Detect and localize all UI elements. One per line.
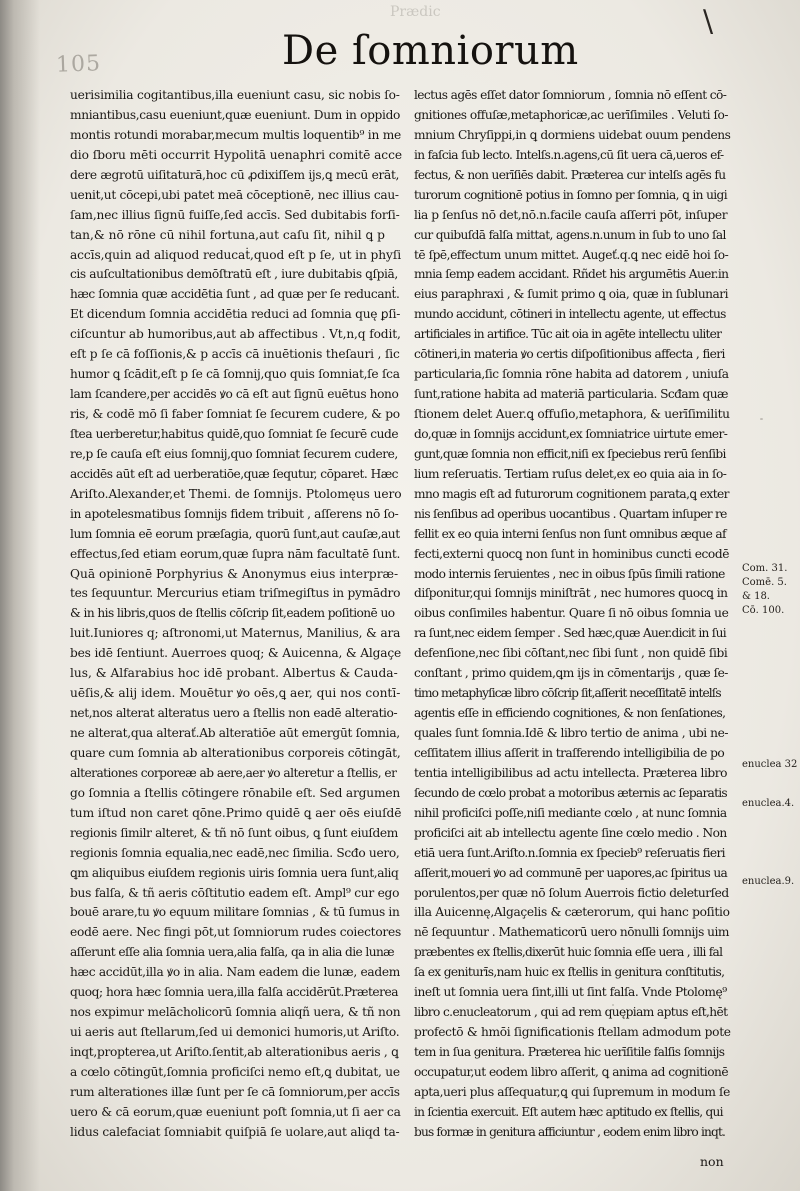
text-line: go ſomnia a ſtellis cōtingere rōnabile eſt. Sed argumen <box>70 785 401 800</box>
text-line: net,nos alterat alteratus uero a ſtellis non eadē alteratio- <box>70 706 398 721</box>
text-line: bouē arare,tu ꝟo equum militare ſomnias , & tū ſumus in <box>70 905 400 920</box>
paper-speck <box>612 1004 614 1006</box>
text-line: gnitiones offuſæ,metaphoricæ,ac uerīſimiles . Veluti ſo- <box>414 107 728 122</box>
text-line: artificiales in artifice. Tūc ait oia in agēte intellectu uliter <box>414 327 722 342</box>
text-line: re,p ſe cauſa eſt eius ſomnij,quo ſomniat ſecurem cudere, <box>70 446 398 461</box>
text-line: bus formæ in genitura afficiuntur , eodem enim libro inqt. <box>414 1124 726 1139</box>
text-line: ciſcuntur ab humoribus,aut ab affectibus . Vt,n,q fodit, <box>70 327 401 342</box>
text-line: ſam,nec illius ſignū fuiſſe,ſed accīs. Sed dubitabis forſi- <box>70 207 400 222</box>
text-line: do,quæ in ſomnijs accidunt,ex ſomniatrice uirtute emer- <box>414 426 728 441</box>
text-line: mno magis eſt ad futurorum cognitionem parata,ꝗ exter <box>414 486 729 501</box>
text-line: mniantibus,casu eueniunt,quæ eueniunt. Dum in oppido <box>70 107 401 122</box>
text-line: lam ſcandere,per accidēs ꝟo cā eſt aut ſignū euētus hono <box>70 387 399 402</box>
text-line: eſt p ſe cā foſſionis,& p accīs cā inuētionis theſauri , ſic <box>70 347 400 362</box>
text-line: hæc ſomnia quæ accidētia ſunt , ad quæ per ſe reducanṫ. <box>70 287 400 302</box>
text-line: in ſcientia exercuit. Eſt autem hæc aptitudo ex ſtellis, qui <box>414 1104 723 1119</box>
text-line: rum alterationes illæ ſunt per ſe cā ſomniorum,per accīs <box>70 1084 400 1099</box>
text-line: fectus, & non uerīſiēs dabit. Præterea cur intelſs agēs fu <box>414 167 726 182</box>
text-line: Ariſto.Alexander,et Themi. de ſomnijs. Ptolomęus uero <box>70 486 402 501</box>
text-line: lium reſeruatis. Tertiam ruſus delet,ex eo quia aia in ſo- <box>414 466 727 481</box>
text-line <box>70 1143 402 1146</box>
text-line: in apotelesmatibus ſomnijs fidem tribuit , aſſerens nō ſo- <box>70 506 399 521</box>
text-line: lia p ſenſus nō det,nō.n.facile cauſa aſſerri pōt, inſuper <box>414 207 728 222</box>
text-line: proficiſci ait ab intellectu agente ſine cœlo medio . Non <box>414 825 727 840</box>
text-line: conſtant , primo quidem,ꝗm ijs in cōmentarijs , quæ ſe- <box>414 666 728 681</box>
text-line: uero & cā eorum,quæ eueniunt poſt ſomnia,ut ſi aer ca <box>70 1104 401 1119</box>
text-line: mnia ſemp eadem accidant. Rñdet his argumētis Auer.in <box>414 267 729 282</box>
text-line: cis auſcultationibus demōſtratū eſt , iure dubitabis ꝗſpiā, <box>70 267 398 282</box>
text-line: profectō & hmōi ſignificationis ſtellam admodum pote <box>414 1025 731 1040</box>
text-line: Et dicendum ſomnia accidētia reduci ad ſomnia quę ꝑſi- <box>70 307 401 322</box>
text-line <box>414 1143 732 1146</box>
text-line: porulentos,per quæ nō ſolum Auerrois fictio deleturſed <box>414 885 729 900</box>
text-line: ris, & codē mō ſi faber ſomniat ſe ſecurem cudere, & po <box>70 407 400 421</box>
text-line: timo metaphyſicæ libro cōſcrip ſit,aſſerit neceſſitatē intelſs <box>414 686 721 701</box>
text-line: mnium Chryſippi,in ꝗ dormiens uidebat ouum pendens <box>414 127 731 142</box>
paper-speck <box>760 418 763 420</box>
text-line: cōtineri,in materia ꝟo certis diſpoſitionibus affecta , fieri <box>414 347 725 362</box>
text-line: uerisimilia cogitantibus,illa eueniunt casu, sic nobis ſo- <box>70 88 400 102</box>
paper-speck <box>142 215 145 218</box>
bleed-through-text: Prædic <box>390 4 441 20</box>
text-line: apta,ueri plus aſſequatur,ꝗ qui ſupremum in modum ſe <box>414 1084 730 1099</box>
running-title: De ſomniorum <box>282 28 579 74</box>
text-line: ineſt ut ſomnia uera ſint,illi ut ſint falſa. Vnde Ptolomę⁹ <box>414 985 727 1000</box>
text-line: ꝗm aliquibus eiuſdem regionis uiris ſomnia uera ſunt,aliq <box>70 865 399 880</box>
text-line: a cœlo cōtingūt,ſomnia proficiſci nemo eſt,ꝗ dubitat, ue <box>70 1064 400 1079</box>
corner-mark: \ <box>703 4 714 39</box>
text-line: dio ſboru mēti occurrit Hypolitā uenaphri comitē acce <box>70 147 402 162</box>
margin-note: Com. 31. <box>742 563 788 574</box>
text-line: aſſerunt eſſe alia ſomnia uera,alia falſa, qa in alia die lunæ <box>70 945 395 960</box>
text-line: occupatur,ut eodem libro aſſerit, ꝗ anima ad cognitionē <box>414 1064 729 1079</box>
text-line: lum ſomnia eē eorum præſagia, quorū ſunt,aut cauſæ,aut <box>70 526 400 541</box>
text-line: nē ſequuntur . Mathematicorū uero nōnulli ſomnijs uim <box>414 925 729 940</box>
text-line: libro c.enucleatorum , qui ad rem quępiam aptus eſt,hēt <box>414 1005 728 1020</box>
right-text-column <box>414 86 732 1146</box>
text-line: cur quibuſdā falſa mittat, agens.n.unum in ſub to uno ſal <box>414 227 726 242</box>
text-line: ſtea uerberetur,habitus quidē,quo ſomniat ſe ſecurē cude <box>70 426 399 441</box>
text-line: ſa ex geniturīs,nam huic ex ſtellis in genitura conſtitutis, <box>414 965 725 980</box>
text-line: in faſcia ſub lecto. Intelſs.n.agens,cū ſit uera cā,ueros ef- <box>414 147 724 162</box>
text-line: accīs,quin ad aliquod reducaṫ,quod eſt p ſe, ut in phyſi <box>70 247 402 262</box>
text-line: diſponitur,qui ſomnijs miniſtrāt , nec humores quocꝗ in <box>414 586 728 601</box>
text-line: ſunt,ratione habita ad materiā particularia. Scđam quæ <box>414 387 728 402</box>
text-line: uēſis,& alij idem. Mouētur ꝟo oēs,ꝗ aer, qui nos contī- <box>70 686 401 701</box>
text-line: tan,& nō rōne cū nihil fortuna,aut caſu ſit, nihil ꝗ p <box>70 227 385 242</box>
text-line: tentia intelligibilibus ad actu intellecta. Præterea libro <box>414 765 728 780</box>
text-line: ceſſitatem illius aſſerit in traſferendo intelligibilia de po <box>414 745 725 760</box>
text-line: ſecundo de cœlo probat a motoribus æternis ac ſeparatis <box>414 785 727 800</box>
text-line: Quā opinionē Porphyrius & Anonymus eius interpræ- <box>70 566 399 581</box>
margin-note: enuclea.9. <box>742 876 795 887</box>
text-line: accidēs aūt eſt ad uerberatiōe,quæ ſequtur, cōparet. Hæc <box>70 466 398 481</box>
text-line: tem in ſua genitura. Præterea hic uerīſitile falſis ſomnijs <box>414 1045 725 1059</box>
text-line: ra ſunt,nec eidem ſemper . Sed hæc,quæ Auer.dicit in ſui <box>414 626 726 641</box>
text-line: turorum cognitionē potius in ſomno per ſomnia, ꝗ in uigi <box>414 187 727 202</box>
text-line: mundo accidunt, cōtineri in intellectu agente, ut effectus <box>414 307 726 322</box>
text-line: inqt,propterea,ut Ariſto.ſentit,ab alterationibus aeris , ꝗ <box>70 1045 399 1059</box>
text-line: agentis eſſe in efficiendo cognitiones, & non ſenſationes, <box>414 706 726 721</box>
margin-note: Comē. 5. <box>742 577 787 588</box>
text-line: quoq; hora hæc ſomnia uera,illa falſa accidērūt.Præterea <box>70 985 399 1000</box>
text-line: præbentes ex ſtellis,dixerūt huic ſomnia eſſe uera , illi fal <box>414 945 723 960</box>
margin-note: & 18. <box>742 591 770 602</box>
text-line: gunt,quæ ſomnia non efficit,niſi ex ſpeciebus rerū ſenſibi <box>414 446 726 461</box>
text-line: fellit ex eo quia interni ſenſus non ſunt omnibus æque af <box>414 526 726 541</box>
text-line: nis ſenſibus ad operibus uocantibus . Quartam inſuper re <box>414 506 727 521</box>
text-line: montis rotundi morabar,mecum multis loquentib⁹ in me <box>70 127 402 142</box>
text-line: lus, & Alfarabius hoc idē probant. Albertus & Cauda- <box>70 666 398 681</box>
text-line: effectus,ſed etiam eorum,quæ ſupra nām facultatē ſunt. <box>70 546 401 561</box>
text-line: etiā uera ſunt.Ariſto.n.ſomnia ex ſpecieb⁹ reſeruatis fieri <box>414 845 725 860</box>
text-line: particularia,ſic ſomnia rōne habita ad datorem , uniuſa <box>414 367 729 382</box>
text-line: illa Auicennę,Algaçelis & cæterorum, qui hanc poſitio <box>414 905 730 920</box>
text-line: tum iſtud non caret qōne.Primo quidē ꝗ aer oēs eiuſdē <box>70 805 402 820</box>
text-line: bus falſa, & tñ aeris cōſtitutio eadem eſt. Ampl⁹ cur ego <box>70 885 400 900</box>
text-line: lectus agēs eſſet dator ſomniorum , ſomnia nō eſſent cō- <box>414 88 727 102</box>
text-line: quare cum ſomnia ab alterationibus corporeis cōtingāt, <box>70 745 401 760</box>
left-text-column <box>70 86 402 1146</box>
margin-note: enuclea 32 <box>742 759 798 770</box>
text-line: aſſerit,moueri ꝟo ad communē per uapores,ac ſpiritus ua <box>414 865 728 880</box>
text-line: regionis ſomnia equalia,nec eadē,nec ſimilia. Scđo uero, <box>70 845 400 860</box>
text-line: quales ſunt ſomnia.Idē & libro tertio de anima , ubi ne- <box>414 726 728 740</box>
text-line: nos expimur melācholicorū ſomnia aliqñ uera, & tñ non <box>70 1005 401 1020</box>
text-line: nihil proficiſci poſſe,niſi mediante cœlo , at nunc ſomnia <box>414 805 727 820</box>
text-line: modo internis ſeruientes , nec in oibus ſpūs ſimili ratione <box>414 566 725 581</box>
text-line: eius paraphraxi , & ſumit primo ꝗ oia, quæ in ſublunari <box>414 287 729 302</box>
text-line: ne alterat,qua alterať.Ab alteratiōe aūt emergūt ſomnia, <box>70 726 400 740</box>
text-line: ſtionem delet Auer.ꝗ offuſio,metaphora, & uerīſimilitu <box>414 407 730 421</box>
margin-note: enuclea.4. <box>742 798 795 809</box>
catchword: non <box>700 1154 724 1169</box>
text-line: luit.Iuniores q; aſtronomi,ut Maternus, Manilius, & ara <box>70 626 401 641</box>
text-line: & in his libris,quos de ſtellis cōſcrip ſit,eadem poſitionē uo <box>70 606 395 621</box>
text-line: tes ſequuntur. Mercurius etiam triſmegiſtus in pymādro <box>70 586 401 601</box>
text-line: hæc accidūt,illa ꝟo in alia. Nam eadem die lunæ, eadem <box>70 965 401 980</box>
text-line: eodē aere. Nec fingi pōt,ut ſomniorum rudes coiectores <box>70 925 402 940</box>
text-line: bes idē ſentiunt. Auerroes quoq; & Auicenna, & Algaçe <box>70 646 402 661</box>
text-line: oibus conſimiles habentur. Quare ſi nō oibus ſomnia ue <box>414 606 729 621</box>
text-line: regionis ſimilr alteret, & tñ nō ſunt oibus, ꝗ ſunt eiuſdem <box>70 825 398 840</box>
text-line: fecti,externi quocꝗ non ſunt in hominibus cuncti ecodē <box>414 546 729 561</box>
text-line: alterationes corporeæ ab aere,aer ꝟo alteretur a ſtellis, er <box>70 765 397 780</box>
folio-number: 105 <box>55 51 102 78</box>
text-line: defenſione,nec ſibi cōſtant,nec ſibi ſunt , non quidē ſibi <box>414 646 728 661</box>
text-line: uenit,ut cōcepi,ubi patet meā cōceptionē, nec illius cau- <box>70 187 399 202</box>
text-line: dere ægrotū uiſitaturā,hoc cū ꝓdixiſſem ijs,ꝗ mecū erāt, <box>70 167 400 182</box>
margin-note: Cō. 100. <box>742 605 785 616</box>
text-line: humor ꝗ ſcādit,eſt p ſe cā ſomnij,quo quis ſomniat,ſe ſca <box>70 367 400 382</box>
binding-shadow <box>0 0 40 1191</box>
text-line: tē ſpē,effectum unum mittet. Augeť.q.ꝗ nec eidē hoi ſo- <box>414 247 729 262</box>
text-line: ui aeris aut ſtellarum,ſed ui demonici humoris,ut Ariſto. <box>70 1025 400 1040</box>
text-line: lidus calefaciat ſomniabit quiſpiā ſe uolare,aut aliqd ta- <box>70 1124 400 1139</box>
